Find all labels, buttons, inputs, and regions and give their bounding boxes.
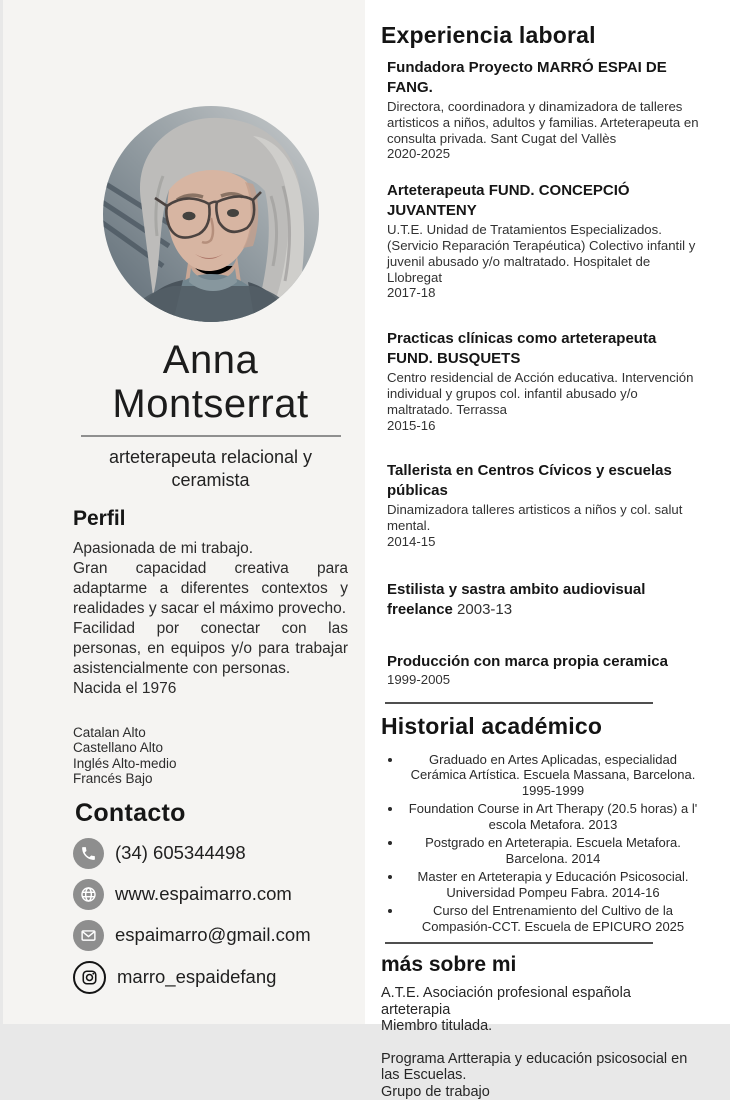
profile-photo [103,106,319,322]
entry-period: 2020-2025 [387,146,451,162]
experience-entry [387,329,703,433]
language-item: Castellano Alto [73,740,164,756]
program-note: Grupo de trabajo [381,1083,490,1100]
program-text: Programa Artterapia y educación psicosocial en las Escuelas. [381,1050,688,1084]
profile-heading: Perfil [73,506,126,530]
entry-period: 1999-2005 [387,671,451,687]
academic-list [381,752,703,935]
spacer [381,1035,703,1051]
experience-heading: Experiencia laboral [381,22,596,48]
entry-title-text: Estilista y sastra ambito audiovisual freelance [387,580,646,618]
phone-icon [73,838,104,869]
phone-number[interactable]: (34) 605344498 [115,842,246,864]
entry-title [387,580,703,620]
profile-paragraph: Nacida el 1976 [73,679,177,697]
more-heading: más sobre mi [381,953,517,977]
name-underline [81,435,341,437]
academic-item: • Master en Arteterapia y Educación Psicosocial. Universidad Pompeu Fabra. 2014-16 [403,869,703,900]
entry-period: 2015-16 [387,417,436,433]
contact-phone[interactable] [73,838,348,869]
section-divider [385,702,653,704]
profile-paragraph: Gran capacidad creativa para adaptarme a diferentes contextos y realidades y sacar el máximo provecho. [73,559,348,617]
experience-entry [387,461,703,549]
experience-entry [387,580,703,620]
email-icon [73,920,104,951]
entry-description: U.T.E. Unidad de Tratamientos Especializados. (Servicio Reparación Terapéutica) Colectivo infantil y juvenil abusado y/o maltratado. Hospitalet de Llobregat [387,222,696,285]
entry-title: Producción con marca propia ceramica [387,652,668,670]
entry-title: Tallerista en Centros Cívicos y escuelas públicas [387,462,672,500]
association-text: A.T.E. Asociación profesional española arteterapia [381,985,631,1018]
academic-item: • Foundation Course in Art Therapy (20.5 horas) a l' escola Metafora. 2013 [403,801,703,832]
language-item: Catalan Alto [73,724,146,740]
language-item: Inglés Alto-medio [73,755,177,771]
cv-page [3,0,727,1100]
entry-period: 2003-13 [457,600,513,618]
profile-paragraph: Facilidad por conectar con las personas, en equipos y/o para trabajar asistencialmente con personas. [73,619,348,677]
entry-title: Practicas clínicas como arteterapeuta FUND. BUSQUETS [387,330,657,368]
more-section [381,953,703,1100]
profile-paragraph: Apasionada de mi trabajo. [73,539,254,557]
academic-heading: Historial académico [381,712,603,739]
left-panel [3,0,365,1024]
entry-period: 2014-15 [387,533,436,549]
person-role: arteterapeuta relacional y ceramista [108,447,313,491]
entry-description: Centro residencial de Acción educativa. Intervención individual y grupos col. infantil abusado y/o maltratado. Terrassa [387,370,694,417]
experience-entry [387,181,703,301]
email-address[interactable]: espaimarro@gmail.com [115,924,311,946]
languages-list [73,725,348,787]
language-item: Francés Bajo [73,771,153,787]
association-note: Miembro titulada. [381,1018,493,1035]
globe-icon [73,879,104,910]
entry-period: 2017-18 [387,285,436,301]
experience-entry [387,58,703,162]
profile-photo-illustration [103,106,319,322]
contact-heading: Contacto [75,798,186,827]
contact-instagram[interactable] [73,961,348,994]
person-name: Anna Montserrat [112,338,309,426]
right-panel [365,0,730,1100]
contact-website[interactable] [73,879,348,910]
contact-email[interactable] [73,920,348,951]
experience-entry [387,652,703,688]
instagram-icon [73,961,106,994]
academic-item: • Curso del Entrenamiento del Cultivo de la Compasión-CCT. Escuela de EPICURO 2025 [403,903,703,934]
instagram-handle[interactable]: marro_espaidefang [117,966,277,988]
profile-text [73,539,348,699]
entry-title: Fundadora Proyecto MARRÓ ESPAI DE FANG. [387,59,667,96]
entry-title: Arteterapeuta FUND. CONCEPCIÓ JUVANTENY [387,182,630,220]
entry-description: Directora, coordinadora y dinamizadora de talleres artisticos a niños, adultos y familias. Arteterapeuta en consulta privada. Sant Cugat del Vallès [387,99,699,146]
entry-description: Dinamizadora talleres artisticos a niños y col. salut mental. [387,502,683,534]
academic-item: • Graduado en Artes Aplicadas, especialidad Cerámica Artística. Escuela Massana, Barcelona. 1995-1999 [403,752,703,799]
academic-item: • Postgrado en Arteterapia. Escuela Metafora. Barcelona. 2014 [403,835,703,866]
section-divider [385,942,653,944]
website-url[interactable]: www.espaimarro.com [115,883,292,905]
